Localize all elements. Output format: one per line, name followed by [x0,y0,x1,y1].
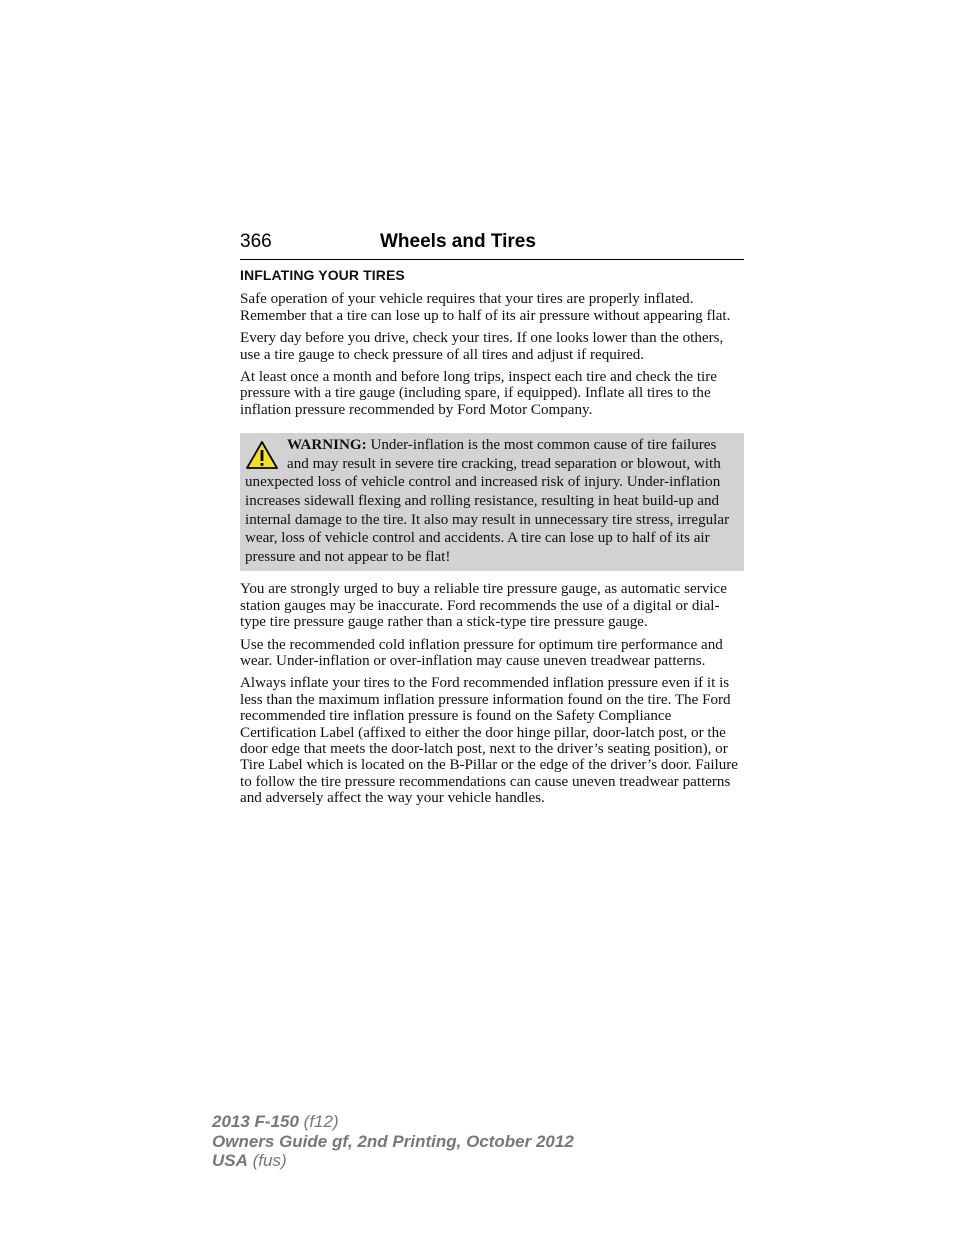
footer-line-1 [212,1112,574,1132]
paragraph: Use the recommended cold inflation pressure for optimum tire performance and wear. Under-inflation or over-inflation may cause uneven treadwear patterns. [240,636,723,670]
chapter-title: Wheels and Tires [380,231,536,252]
footer-model-code: (f12) [298,1112,339,1131]
footer-line-3 [212,1151,574,1171]
warning-text: Under-inflation is the most common cause of tire failures and may result in severe tire cracking, tread separation or blowout, with unexpected loss of vehicle control and increased risk of injury. Under-inflation increases sidewall flexing and rolling resistance, resulting in heat build-up and internal damage to the tire. It also may result in unnecessary tire stress, irregular wear, loss of vehicle control and accidents. A tire can lose up to half of its air pressure and not appear to be flat! [245,437,730,565]
warning-triangle-icon [245,440,279,470]
paragraph: Safe operation of your vehicle requires that your tires are properly inflated. Remember that a tire can lose up to half of its air pressure without appearing flat. [240,291,731,324]
warning-box [240,433,744,571]
page-header [240,229,744,260]
warning-label: WARNING: [287,437,367,454]
paragraph: Every day before you drive, check your tires. If one looks lower than the others, use a tire gauge to check pressure of all tires and adjust if required. [240,330,724,363]
footer-market: USA [212,1151,248,1170]
page-content [240,267,744,813]
page-number: 366 [240,231,272,252]
footer-model: 2013 F-150 [212,1112,299,1131]
footer-market-code: (fus) [247,1151,287,1170]
footer-line-2: Owners Guide gf, 2nd Printing, October 2012 [212,1131,574,1151]
paragraph: At least once a month and before long trips, inspect each tire and check the tire pressure with a tire gauge (including spare, if equipped). Inflate all tires to the inflation pressure recommended by Ford Motor Company. [240,369,717,418]
paragraph: Always inflate your tires to the Ford recommended inflation pressure even if it is less than the maximum inflation pressure information found on the tire. The Ford recommended tire inflation pressure is found on the Safety Compliance Certification Label (affixed to either the door hinge pillar, door-latch post, or the door edge that meets the door-latch post, next to the driver’s seating position), or Tire Label which is located on the B-Pillar or the edge of the driver’s door. Failure to follow the tire pressure recommendations can cause uneven treadwear patterns and adversely affect the way your vehicle handles. [240,675,738,807]
section-heading: INFLATING YOUR TIRES [240,267,405,283]
page-footer [212,1112,574,1171]
paragraph: You are strongly urged to buy a reliable tire pressure gauge, as automatic service station gauges may be inaccurate. Ford recommends the use of a digital or dial-type tire pressure gauge rather than a stick-type tire pressure gauge. [240,581,727,631]
